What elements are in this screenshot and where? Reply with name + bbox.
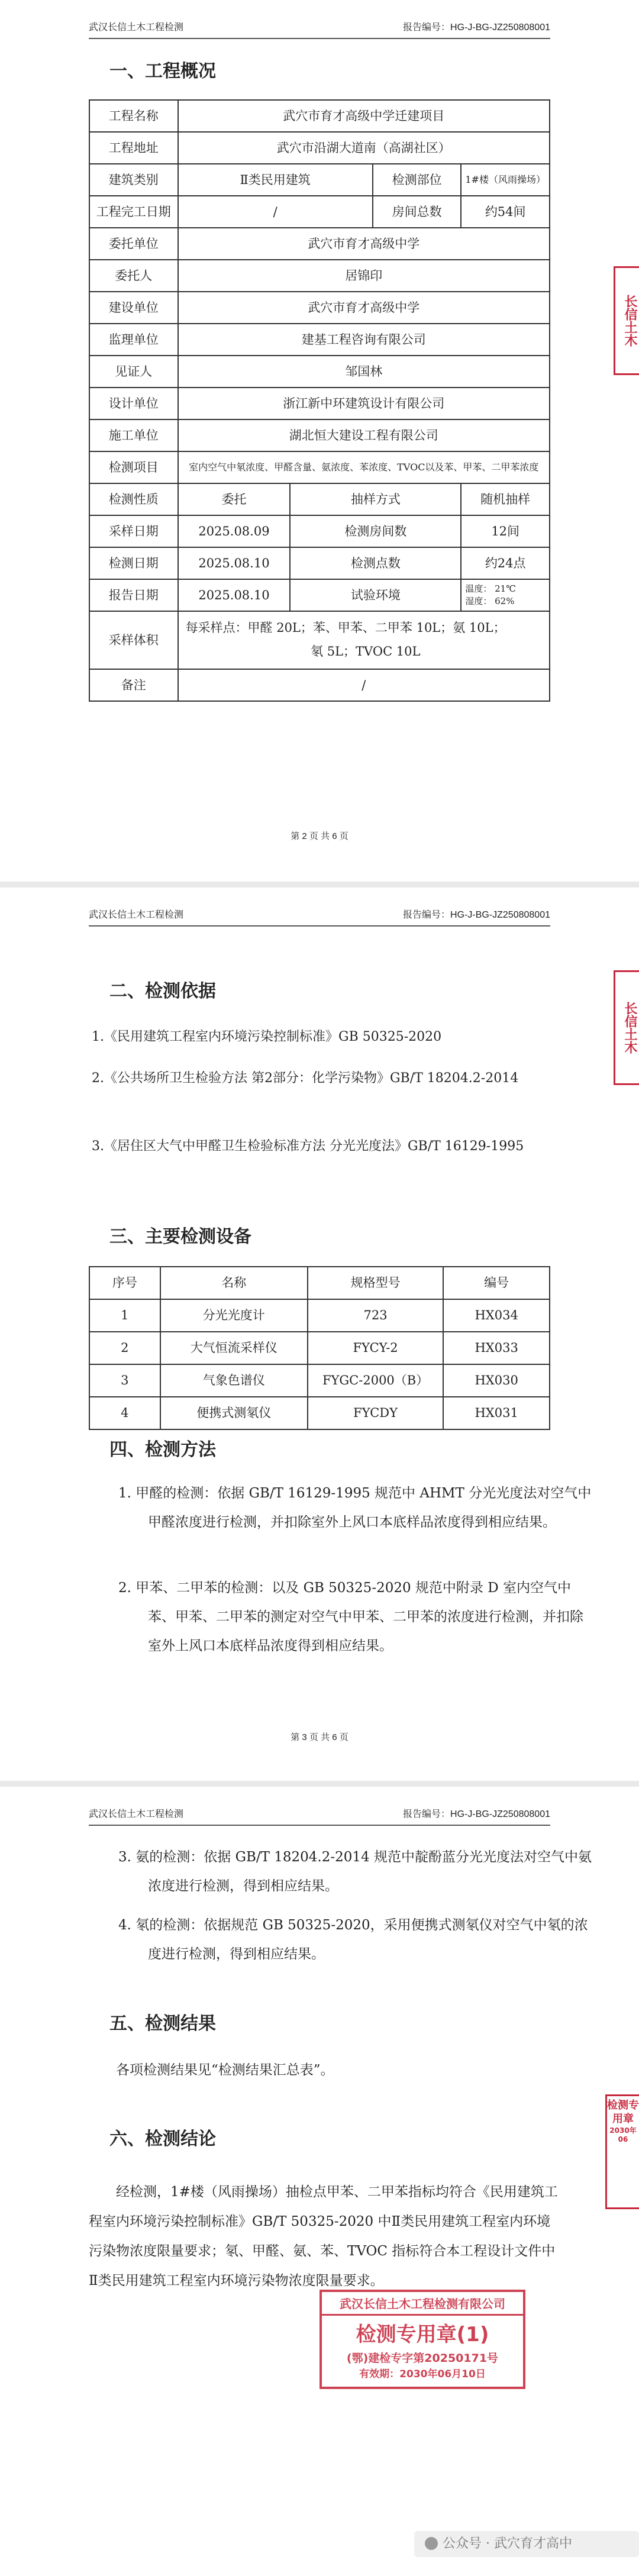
cell-value: 邹国林 (178, 356, 550, 388)
cell-value: 12间 (461, 515, 550, 547)
cell-value: 武穴市育才高级中学 (178, 292, 550, 324)
equip-name: 气象色谱仪 (160, 1364, 308, 1397)
cell-value: 1#楼（风雨操场） (461, 164, 550, 196)
equip-id: HX031 (443, 1397, 550, 1429)
cell-value: 浙江新中环建筑设计有限公司 (178, 388, 550, 419)
volume-line: 氡 5L；TVOC 10L (311, 644, 421, 658)
cell-value: 武穴市育才高级中学迁建项目 (178, 100, 550, 132)
cell-label: 施工单位 (89, 419, 178, 451)
equip-name: 分光光度计 (160, 1299, 308, 1332)
environment-cell (461, 579, 550, 611)
section-title-result: 五、检测结果 (109, 2013, 216, 2034)
table-row (89, 547, 550, 579)
section-title-overview: 一、工程概况 (109, 61, 216, 82)
table-header-row (89, 1267, 550, 1299)
cell-label: 委托人 (89, 260, 178, 292)
cell-label: 工程地址 (89, 132, 178, 164)
cell-label: 检测性质 (89, 483, 178, 515)
table-row (89, 356, 550, 388)
cell-label: 工程完工日期 (89, 196, 178, 228)
table-row (89, 132, 550, 164)
table-row (89, 1332, 550, 1364)
sampling-volume-cell (178, 611, 550, 669)
cell-label: 检测点数 (290, 547, 461, 579)
edge-stamp-text: 检测专用章 (607, 2099, 639, 2126)
header-org: 武汉长信土木工程检测 (89, 22, 184, 33)
cell-label: 检测项目 (89, 451, 178, 483)
equip-name: 大气恒流采样仪 (160, 1332, 308, 1364)
column-header: 编号 (443, 1267, 550, 1299)
cell-label: 检测日期 (89, 547, 178, 579)
equip-no: 1 (89, 1299, 160, 1332)
page-header (89, 1805, 550, 1826)
equip-model: FYGC-2000（B） (308, 1364, 443, 1397)
table-row (89, 388, 550, 419)
cell-value: Ⅱ类民用建筑 (178, 164, 373, 196)
edge-seal-stamp: 长信土木 (614, 970, 639, 1085)
edge-seal-stamp (605, 2094, 639, 2209)
table-row (89, 1299, 550, 1332)
table-row (89, 164, 550, 196)
method-item: 4. 氡的检测：依据规范 GB 50325-2020，采用便携式测氡仪对空气中氡的浓度进行检测，得到相应结果。 (118, 1918, 588, 1962)
edge-stamp-date: 2030年06 (609, 2126, 637, 2144)
equip-id: HX033 (443, 1332, 550, 1364)
cell-value: / (178, 669, 550, 701)
equip-id: HX030 (443, 1364, 550, 1397)
cell-value: 建基工程咨询有限公司 (178, 324, 550, 356)
cell-value: 2025.08.09 (178, 515, 291, 547)
basis-item: 1.《民用建筑工程室内环境污染控制标准》GB 50325-2020 (92, 1029, 442, 1044)
header-report-no: 报告编号：HG-J-BG-JZ250808001 (403, 910, 550, 920)
table-row (89, 451, 550, 483)
table-row (89, 1397, 550, 1429)
cell-label: 工程名称 (89, 100, 178, 132)
cell-label: 建筑类别 (89, 164, 178, 196)
cell-label: 报告日期 (89, 579, 178, 611)
cell-label: 检测房间数 (290, 515, 461, 547)
page-header (89, 905, 550, 927)
cell-label: 检测部位 (373, 164, 462, 196)
header-report-no: 报告编号：HG-J-BG-JZ250808001 (403, 1809, 550, 1819)
equip-no: 2 (89, 1332, 160, 1364)
wechat-watermark (414, 2531, 639, 2557)
cell-value: 武穴市育才高级中学 (178, 228, 550, 260)
equipment-table (89, 1266, 550, 1430)
page-footer: 第 3 页 共 6 页 (291, 1732, 348, 1742)
cell-value: 室内空气中氡浓度、甲醛含量、氨浓度、苯浓度、TVOC以及苯、甲苯、二甲苯浓度 (178, 451, 550, 483)
table-row (89, 292, 550, 324)
cell-value: 居锦印 (178, 260, 550, 292)
header-org: 武汉长信土木工程检测 (89, 1809, 184, 1819)
cell-value: 委托 (178, 483, 291, 515)
cell-value: / (178, 196, 373, 228)
column-header: 序号 (89, 1267, 160, 1299)
table-row (89, 1364, 550, 1397)
table-row (89, 228, 550, 260)
cell-label: 抽样方式 (290, 483, 461, 515)
section-title-equipment: 三、主要检测设备 (109, 1226, 251, 1247)
report-page-4 (0, 1787, 639, 2576)
inspection-seal (320, 2290, 525, 2389)
result-text: 各项检测结果见“检测结果汇总表”。 (116, 2062, 334, 2078)
cell-label: 采样体积 (89, 611, 178, 669)
cell-value: 湖北恒大建设工程有限公司 (178, 419, 550, 451)
basis-item: 2.《公共场所卫生检验方法 第2部分：化学污染物》GB/T 18204.2-2014 (92, 1071, 519, 1086)
cell-value: 2025.08.10 (178, 547, 291, 579)
method-item: 2. 甲苯、二甲苯的检测：以及 GB 50325-2020 规范中附录 D 室内空气中苯、甲苯、二甲苯的测定对空气中甲苯、二甲苯的浓度进行检测，并扣除室外上风口本底样品浓度得到相应结果。 (118, 1580, 583, 1654)
wechat-icon (425, 2537, 438, 2550)
equip-name: 便携式测氡仪 (160, 1397, 308, 1429)
cell-value: 约24点 (461, 547, 550, 579)
equip-model: FYCY-2 (308, 1332, 443, 1364)
table-row (89, 483, 550, 515)
edge-seal-stamp: 长信土木 (614, 266, 639, 375)
temperature: 温度： 21℃ (465, 583, 516, 594)
conclusion-text: 经检测，1#楼（风雨操场）抽检点甲苯、二甲苯指标均符合《民用建筑工程室内环境污染控制标准》GB/T 50325-2020 中Ⅱ类民用建筑工程室内环境污染物浓度限量要求；氡、甲醛、氨、苯、TVOC 指标符合本工程设计文件中Ⅱ类民用建筑工程室内环境污染物浓度限量要求。 (89, 2184, 558, 2288)
seal-title: 检测专用章(1) (356, 2323, 489, 2346)
table-row (89, 324, 550, 356)
equip-no: 4 (89, 1397, 160, 1429)
table-row (89, 611, 550, 669)
basis-item: 3.《居住区大气中甲醛卫生检验标准方法 分光光度法》GB/T 16129-1995 (92, 1139, 524, 1154)
cell-label: 采样日期 (89, 515, 178, 547)
cell-value: 随机抽样 (461, 483, 550, 515)
section-title-method: 四、检测方法 (109, 1439, 216, 1460)
table-row (89, 669, 550, 701)
watermark-text: 公众号 · 武穴育才高中 (443, 2536, 572, 2551)
section-title-basis: 二、检测依据 (109, 981, 216, 1002)
table-row (89, 515, 550, 547)
cell-label: 建设单位 (89, 292, 178, 324)
humidity: 湿度： 62% (465, 596, 515, 606)
cell-value: 武穴市沿湖大道南（高湖社区） (178, 132, 550, 164)
seal-license: (鄂)建检专字第20250171号 (346, 2352, 499, 2365)
header-org: 武汉长信土木工程检测 (89, 910, 184, 920)
seal-company: 武汉长信土木工程检测有限公司 (322, 2292, 523, 2316)
table-row (89, 260, 550, 292)
cell-label: 监理单位 (89, 324, 178, 356)
table-row (89, 579, 550, 611)
equip-model: FYCDY (308, 1397, 443, 1429)
cell-value: 2025.08.10 (178, 579, 291, 611)
cell-label: 备注 (89, 669, 178, 701)
equip-model: 723 (308, 1299, 443, 1332)
project-overview-table (89, 99, 550, 702)
cell-label: 委托单位 (89, 228, 178, 260)
equip-no: 3 (89, 1364, 160, 1397)
page-header (89, 18, 550, 39)
table-row (89, 196, 550, 228)
cell-value: 约54间 (461, 196, 550, 228)
column-header: 规格型号 (308, 1267, 443, 1299)
equip-id: HX034 (443, 1299, 550, 1332)
table-row (89, 100, 550, 132)
report-page-2 (0, 0, 639, 882)
method-item: 3. 氨的检测：依据 GB/T 18204.2-2014 规范中靛酚蓝分光光度法对空气中氨浓度进行检测，得到相应结果。 (118, 1849, 592, 1894)
cell-label: 设计单位 (89, 388, 178, 419)
report-page-3 (0, 887, 639, 1781)
page-footer: 第 2 页 共 6 页 (291, 831, 348, 841)
cell-label: 试验环境 (290, 579, 461, 611)
cell-label: 见证人 (89, 356, 178, 388)
table-row (89, 419, 550, 451)
cell-label: 房间总数 (373, 196, 462, 228)
seal-validity: 有效期：2030年06月10日 (359, 2368, 486, 2380)
method-item: 1. 甲醛的检测：依据 GB/T 16129-1995 规范中 AHMT 分光光度法对空气中甲醛浓度进行检测，并扣除室外上风口本底样品浓度得到相应结果。 (118, 1486, 592, 1530)
section-title-conclusion: 六、检测结论 (109, 2129, 216, 2149)
volume-line: 每采样点：甲醛 20L；苯、甲苯、二甲苯 10L；氨 10L； (185, 621, 506, 635)
header-report-no: 报告编号：HG-J-BG-JZ250808001 (403, 22, 550, 33)
column-header: 名称 (160, 1267, 308, 1299)
